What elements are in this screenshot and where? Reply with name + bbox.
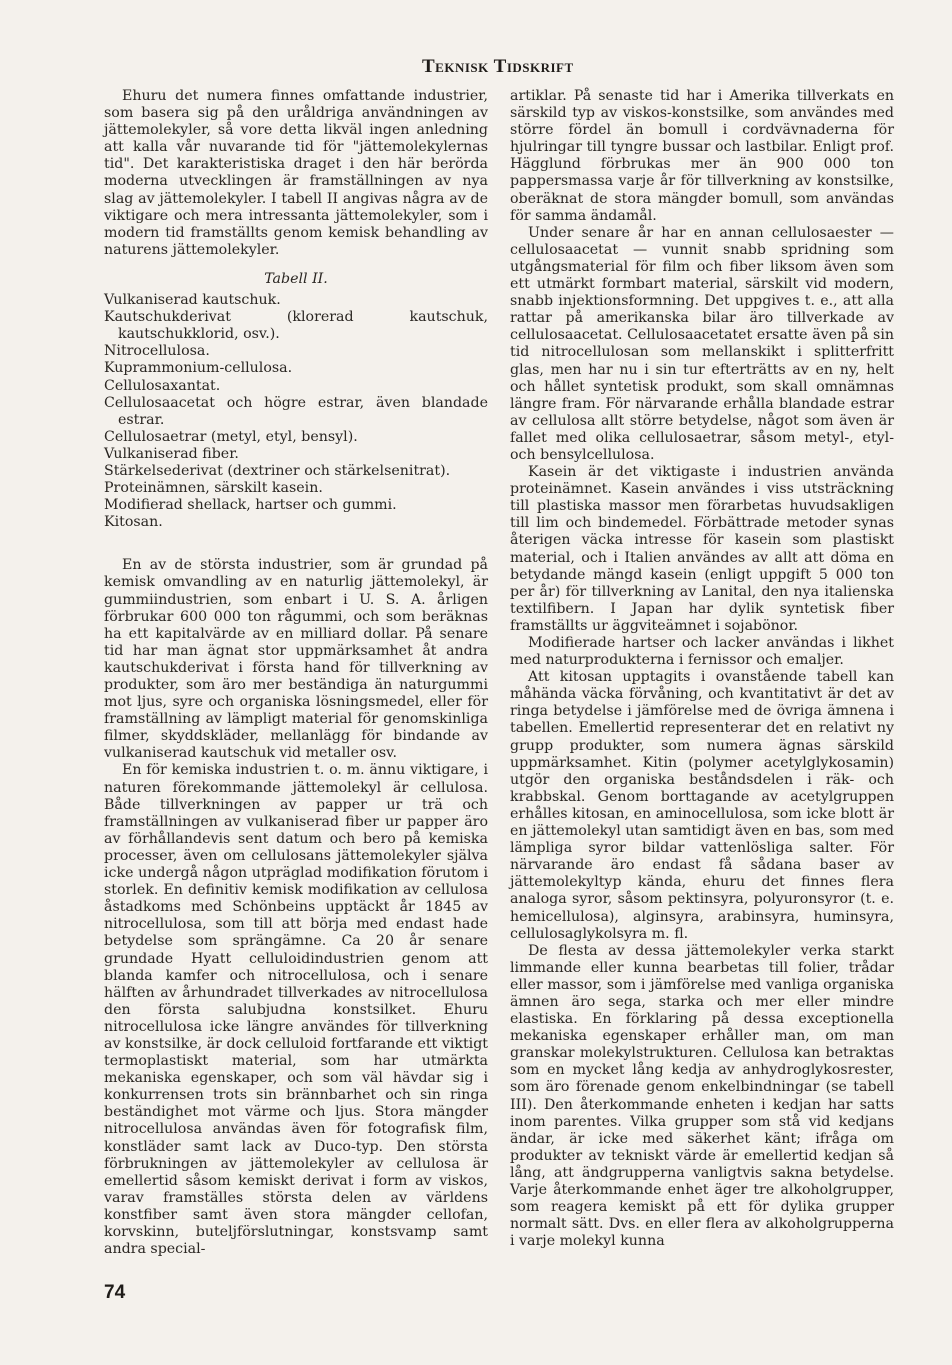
body-paragraph: Kasein är det viktigaste i industrien använda proteinämnet. Kasein användes i viss utsträckning till plastiska massor men förarbetas huvudsakligen till lim och bindemedel. Förbättrade metoder synas återigen väcka intresse för kasein som plastiskt material, och i Italien användes av allt att döma en betydande mängd kasein (enligt uppgift 5 000 ton per år) för tillverkning av Lanital, den nya italienska textilfibern. I Japan har dylik syntetisk fiber framställts ur äggviteämnet i sojabönor. <box>510 464 894 634</box>
table-item: Nitrocellulosa. <box>104 343 210 360</box>
table-item: Proteinämnen, särskilt kasein. <box>104 480 323 497</box>
intro-paragraph: Ehuru det numera finnes omfattande industrier, som basera sig på den uråldriga användningen av jättemolekyler, så vore detta likväl ingen anledning att kalla vår nuvarande tid för "jättemolekylernas tid". Det karakteristiska draget i den här berörda moderna utvecklingen är framställningen av nya slag av jättemolekyler. I tabell II angivas några av de viktigare och mera intressanta jättemolekyler, som i modern tid framställts genom kemisk behandling av naturens jättemolekyler. <box>104 88 488 258</box>
table-item: Modifierad shellack, hartser och gummi. <box>104 497 397 514</box>
table-item: Cellulosaetrar (metyl, etyl, bensyl). <box>104 428 358 445</box>
body-paragraph: Under senare år har en annan cellulosaester — cellulosaacetat — vunnit snabb spridning som utgångsmaterial för film och fiber liksom även som ett utmärkt formbart material, särskilt vid modern, snabb injektionsformning. Det uppgives t. e., att alla rattar på amerikanska bilar äro tillverkade av cellulosaacetat. Cellulosaacetatet ersatte även på sin tid nitrocellulosan som mellanskikt i splitterfritt glas, men har nu i sin tur efterträtts av en ny, helt och hållet syntetisk produkt, som skall omnämnas längre fram. För närvarande erhålla blandade estrar av cellulosa allt större betydelse, något som även är fallet med olika cellulosaetrar, såsom metyl-, etyl- och bensylcellulosa. <box>510 224 894 463</box>
right-column <box>510 88 894 1250</box>
body-paragraph: Modifierade hartser och lacker användas i likhet med naturprodukterna i fernissor och emaljer. <box>510 635 894 669</box>
body-paragraph: En av de största industrier, som är grundad på kemisk omvandling av en naturlig jättemolekyl, är gummiindustrien, som enbart i U. S. A. årligen förbrukar 600 000 ton rågummi, och som beräknas ha ett kapitalvärde av en milliard dollar. På senare tid har man ägnat stor uppmärksamhet åt andra kautschukderivat i första hand för tillverkning av produkter, som äro mer beständiga än naturgummi mot ljus, syre och organiska lösningsmedel, eller för framställning av lämpligt material för genomskinliga filmer, skyddskläder, mellanlägg för bindande av vulkaniserad kautschuk vid metaller osv. <box>104 557 488 762</box>
table-list <box>104 292 488 531</box>
table-item: Kitosan. <box>104 514 163 531</box>
body-paragraph: artiklar. På senaste tid har i Amerika tillverkats en särskild typ av viskos-konstsilke, som användes med större fördel än bomull i cordvävnaderna för hjulringar till tyngre bussar och lastbilar. Enligt prof. Hägglund förbrukas mer än 900 000 ton pappersmassa varje år för tillverkning av konstsilke, oberäknat de stora mängder bomull, som användas för samma ändamål. <box>510 88 894 224</box>
page-number: 74 <box>104 1282 126 1303</box>
table-item: Cellulosaacetat och högre estrar, även blandade estrar. <box>104 394 488 428</box>
journal-header: Teknisk Tidskrift <box>422 56 574 77</box>
table-item: Kautschukderivat (klorerad kautschuk, kautschukklorid, osv.). <box>104 309 488 343</box>
table-item: Cellulosaxantat. <box>104 377 221 394</box>
body-paragraph: En för kemiska industrien t. o. m. ännu viktigare, i naturen förekommande jättemolekyl är cellulosa. Både tillverkningen av papper ur trä och framställningen av vulkaniserad fiber ur papper äro av förhållandevis sent datum och bero på kemiska processer, även om cellulosans jättemolekyler själva icke undergå någon utpräglad modifikation förutom i storlek. En definitiv kemisk modifikation av cellulosa åstadkoms med Schönbeins upptäckt år 1845 av nitrocellulosa, som till att börja med endast hade betydelse som sprängämne. Ca 20 år senare grundade Hyatt celluloidindustrien genom att blanda kamfer och nitrocellulosa, och i senare hälften av århundradet tillverkades av nitrocellulosa den första salubjudna konstsilket. Ehuru nitrocellulosa icke längre användes för tillverkning av konstsilke, är dock celluloid fortfarande ett viktigt termoplastiskt material, som har utmärkta mekaniska egenskaper, och som väl hävdar sig i konkurrensen trots sin brännbarhet och sin ringa beständighet mot värme och ljus. Stora mängder nitrocellulosa användas även för fotografisk film, konstläder samt lack av Duco-typ. Den största förbrukningen av jättemolekyler av cellulosa är emellertid såsom kemiskt derivat i form av viskos, varav framställes största delen av världens konstfiber samt även stora mängder cellofan, korvskinn, buteljförslutningar, konstsvamp samt andra special- <box>104 762 488 1258</box>
table-item: Kuprammonium-cellulosa. <box>104 360 293 377</box>
table-item: Vulkaniserad kautschuk. <box>104 292 281 309</box>
body-paragraph: De flesta av dessa jättemolekyler verka starkt limmande eller kunna bearbetas till folier, trådar eller massor, som i jämförelse med vanliga organiska ämnen äro sega, starka och mer eller mindre elastiska. En förklaring på dessa exceptionella mekaniska egenskaper erhåller man, om man granskar molekylstrukturen. Cellulosa kan betraktas som en mycket lång kedja av anhydroglykosrester, som äro förenade genom enkelbindningar (se tabell III). Den återkommande enheten i kedjan har satts inom parentes. Vilka grupper som stå vid kedjans ändar, är icke med säkerhet känt; ifråga om produkter av tekniskt värde är emellertid kedjan så lång, att ändgrupperna vanligtvis sakna betydelse. Varje återkommande enhet äger tre alkoholgrupper, som reagera kemiskt på ett för dylika grupper normalt sätt. Dvs. en eller flera av alkoholgrupperna i varje molekyl kunna <box>510 942 894 1250</box>
table-title: Tabell II. <box>264 270 328 287</box>
table-item: Vulkaniserad fiber. <box>104 445 239 462</box>
table-item: Stärkelsederivat (dextriner och stärkelsenitrat). <box>104 462 451 479</box>
body-paragraph: Att kitosan upptagits i ovanstående tabell kan måhända väcka förvåning, och kvantitativt är det av ringa betydelse i jämförelse med de övriga ämnena i tabellen. Emellertid representerar det en relativt ny grupp produkter, som numera ägnas särskild uppmärksamhet. Kitin (polymer acetylglykosamin) utgör den organiska beståndsdelen i räk- och krabbskal. Genom borttagande av acetylgruppen erhålles kitosan, en aminocellulosa, som icke blott är en jättemolekyl utan samtidigt även en bas, som med lämpliga syror bildar vattenlösliga salter. För närvarande äro endast få sådana baser av jättemolekyltyp kända, ehuru det finnes flera analoga syror, såsom pektinsyra, polyuronsyror (t. e. hemicellulosa), alginsyra, arabinsyra, huminsyra, cellulosaglykolsyra m. fl. <box>510 669 894 942</box>
left-column <box>104 88 488 1258</box>
